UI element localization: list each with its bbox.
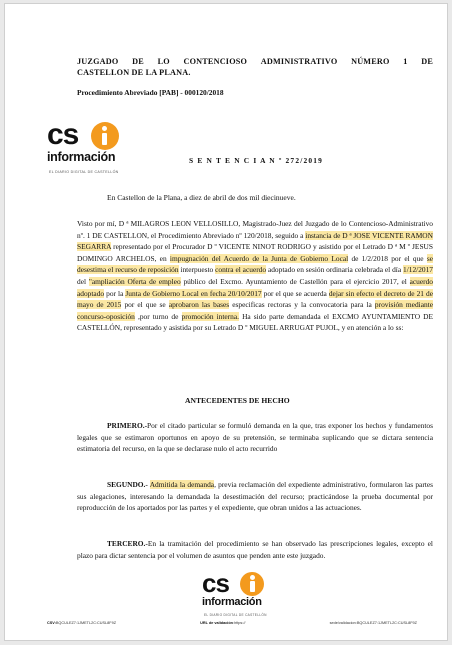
place-date: En Castellon de la Plana, a diez de abril de dos mil diecinueve. xyxy=(107,193,296,202)
court-word: DE xyxy=(421,57,433,66)
validation-url[interactable]: URL de validación:https:// xyxy=(200,621,246,625)
highlight: se desestima el recurso de reposición xyxy=(77,253,433,275)
paragraph-label: PRIMERO.- xyxy=(107,421,148,430)
court-word: JUZGADO xyxy=(77,57,119,66)
logo-cs-text: cs xyxy=(202,568,229,598)
paragraph-label: SEGUNDO.- xyxy=(107,480,148,489)
court-word: ADMINISTRATIVO xyxy=(260,57,338,66)
court-word: NÚMERO xyxy=(351,57,390,66)
highlight: Junta de Gobierno Local en fecha 20/10/2017 xyxy=(125,288,262,298)
document-page xyxy=(4,3,448,641)
highlight: contra el acuerdo xyxy=(215,265,267,275)
csv-code: CSV:BQCULEZ7:1JMETL2C:CUSL8F9Z xyxy=(47,621,117,625)
logo-informacion-text: información xyxy=(47,150,116,164)
court-word: 1 xyxy=(403,57,408,66)
paragraph-tercero: TERCERO.-En la tramitación del procedimiento se han observado las prescripciones legales, excepto el plazo para dictar sentencia por el volumen de asuntos que penden ante este juzgado. xyxy=(77,539,433,560)
logo-tagline: EL DIARIO DIGITAL DE CASTELLÓN xyxy=(204,613,267,617)
court-word: LO xyxy=(157,57,170,66)
paragraph-segundo: SEGUNDO.- Admitida la demanda, previa reclamación del expediente administrativo, formularon las partes sus alegaciones, interesando la demandada la desestimación del recurso; practicándose la prueba documental por reproducción de los aportados por las partes y el expediente, que obran unidos a las actuaciones. xyxy=(77,480,433,513)
highlight: Admitida la demanda xyxy=(149,480,215,489)
highlight: instancia de D ª JOSE VICENTE RAMON SEGARRA xyxy=(77,230,433,252)
court-word: CONTENCIOSO xyxy=(183,57,248,66)
highlight: dejar sin efecto el decreto de 21 de mayo de 2015 xyxy=(77,288,433,310)
paragraph-primero: PRIMERO.-Por el citado particular se formuló demanda en la que, tras exponer los hechos y fundamentos legales que se estimaron oportunos en apoyo de su pretensión, se terminaba suplicando que se dictara sentencia estimatoria del recurso, en la que se declarase nulo el acto recurrido xyxy=(77,421,433,454)
sentencia-title: S E N T E N C I A N º 272/2019 xyxy=(189,156,324,165)
info-i-icon xyxy=(240,572,264,596)
validation-tail: sede/validacion:BQCULEZ7:1JMETL2C:CUSL8F9Z xyxy=(329,621,417,625)
section-heading: ANTECEDENTES DE HECHO xyxy=(185,396,290,405)
validation-footer xyxy=(47,621,417,625)
procedure-number: Procedimiento Abreviado [PAB] - 000120/2018 xyxy=(77,88,224,97)
highlight: "ampliación Oferta de empleo xyxy=(88,276,181,286)
highlight: aprobaron las bases xyxy=(168,300,230,310)
court-word: DE xyxy=(132,57,144,66)
logo-informacion-text: información xyxy=(202,596,262,608)
cs-informacion-logo xyxy=(47,120,137,180)
highlight: 1/12/2017 xyxy=(403,265,433,275)
logo-tagline: EL DIARIO DIGITAL DE CASTELLÓN xyxy=(49,170,119,174)
court-header xyxy=(77,56,433,78)
highlight: impugnación del Acuerdo de la Junta de Gobierno Local xyxy=(169,253,349,263)
logo-cs-text: cs xyxy=(47,118,79,151)
paragraph-label: TERCERO.- xyxy=(107,539,148,548)
info-i-icon xyxy=(91,122,119,150)
highlight: promoción interna. xyxy=(181,311,239,321)
intro-paragraph: Visto por mí, D ª MILAGROS LEON VELLOSILLO, Magistrado-Juez del Juzgado de lo Contencioso-Administrativo nº. 1 DE CASTELLON, el Procedimiento Abreviado nº 120/2018, seguido a instancia de D ª JOSE VICENTE RAMON SEGARRA representado por el Procurador D º VICENTE NINOT RODRIGO y asistido por el Letrado D ª M º JESUS DOMINGO ARCHELOS, en impugnación del Acuerdo de la Junta de Gobierno Local de 1/2/2018 por el que se desestima el recurso de reposición interpuesto contra el acuerdo adoptado en sesión ordinaria celebrada el día 1/12/2017 del "ampliación Oferta de empleo público del Excmo. Ayuntamiento de Castellón para el ejercicio 2017, el acuerdo adoptado por la Junta de Gobierno Local en fecha 20/10/2017 por el que se acuerda dejar sin efecto el decreto de 21 de mayo de 2015 por el que se aprobaron las bases especificas rectoras y la convocatoria para la provisión mediante concurso-oposición ,por turno de promoción interna. Ha sido parte demandada el EXCMO AYUNTAMIENTO DE CASTELLÓN, representado y asistida por su Letrado D º MIGUEL ARRUGAT PUJOL, y en atención a lo ss: xyxy=(77,219,434,333)
court-line-2: CASTELLON DE LA PLANA. xyxy=(77,68,191,77)
highlight: provisión mediante concurso-oposición xyxy=(77,300,434,321)
court-line-1 xyxy=(77,56,433,67)
highlight: acuerdo adoptado xyxy=(77,276,433,298)
